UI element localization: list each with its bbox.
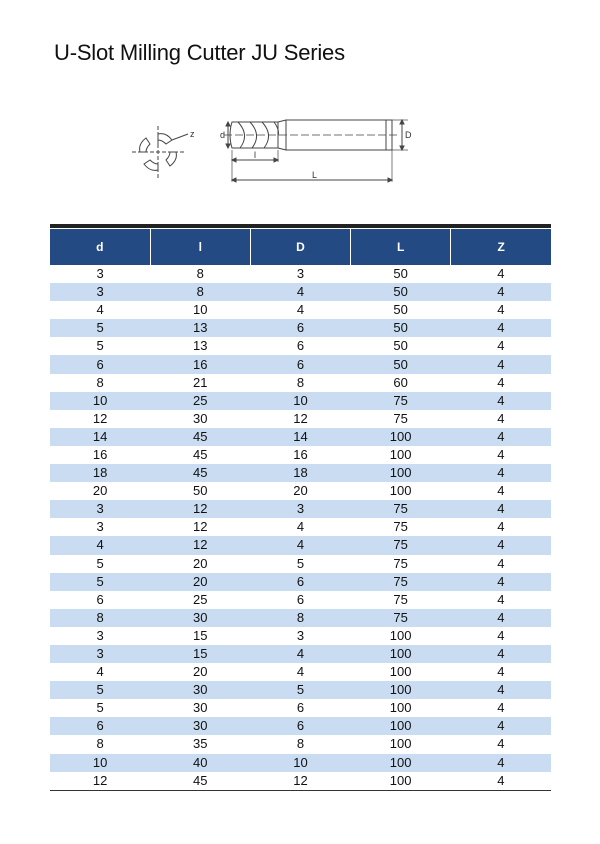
table-cell-d: 5 xyxy=(50,681,150,699)
table-row xyxy=(50,482,551,500)
table-cell-D: 6 xyxy=(250,573,350,591)
table-row xyxy=(50,591,551,609)
table-cell-D: 20 xyxy=(293,483,308,499)
table-cell-D: 6 xyxy=(296,338,305,354)
table-cell-d: 14 xyxy=(50,428,150,446)
table-row xyxy=(50,754,551,772)
table-row xyxy=(50,392,551,410)
table-cell-Z: 4 xyxy=(451,681,551,699)
label-z: z xyxy=(190,129,195,139)
table-cell-d: 5 xyxy=(96,555,104,571)
table-row xyxy=(50,627,551,645)
table-cell-D: 6 xyxy=(296,591,305,607)
table-cell-d: 18 xyxy=(50,464,150,482)
table-cell-d: 8 xyxy=(96,374,104,390)
table-cell-D: 10 xyxy=(250,754,350,772)
table-cell-Z: 4 xyxy=(451,754,551,772)
table-cell-Z: 4 xyxy=(451,319,551,337)
table-row xyxy=(50,663,551,681)
table-row xyxy=(50,428,551,446)
table-cell-d: 10 xyxy=(50,392,150,410)
column-header-d: d xyxy=(50,229,150,265)
column-header-D: D xyxy=(250,229,350,265)
table-cell-l: 10 xyxy=(193,302,208,318)
cutter-dimension-diagram xyxy=(128,100,418,190)
label-l: l xyxy=(254,150,256,160)
table-cell-L: 60 xyxy=(393,374,408,390)
table-cell-Z: 4 xyxy=(497,591,505,607)
table-cell-d: 5 xyxy=(50,573,150,591)
table-cell-l: 21 xyxy=(193,374,208,390)
table-cell-L: 50 xyxy=(393,266,408,282)
table-cell-d: 4 xyxy=(96,664,104,680)
table-cell-L: 100 xyxy=(351,428,451,446)
table-cell-l: 30 xyxy=(150,681,250,699)
table-cell-l: 8 xyxy=(196,266,204,282)
table-cell-l: 12 xyxy=(150,500,250,518)
table-cell-D: 4 xyxy=(250,645,350,663)
table-cell-L: 50 xyxy=(351,319,451,337)
table-header-row xyxy=(50,229,551,265)
cutter-end-view-icon xyxy=(132,126,188,180)
table-cell-l: 16 xyxy=(150,355,250,373)
table-cell-l: 25 xyxy=(150,392,250,410)
table-cell-L: 100 xyxy=(389,700,412,716)
table-cell-D: 6 xyxy=(296,700,305,716)
table-cell-d: 3 xyxy=(50,283,150,301)
table-cell-Z: 4 xyxy=(497,302,505,318)
table-cell-L: 50 xyxy=(393,338,408,354)
table-cell-D: 4 xyxy=(296,664,305,680)
table-cell-l: 35 xyxy=(193,736,208,752)
table-cell-d: 3 xyxy=(96,266,104,282)
table-cell-Z: 4 xyxy=(451,717,551,735)
table-cell-D: 5 xyxy=(296,555,305,571)
table-cell-D: 8 xyxy=(296,736,305,752)
table-cell-d: 5 xyxy=(96,338,104,354)
table-cell-d: 6 xyxy=(50,717,150,735)
table-cell-Z: 4 xyxy=(451,536,551,554)
table-cell-Z: 4 xyxy=(451,355,551,373)
label-D: D xyxy=(405,130,412,140)
table-cell-L: 100 xyxy=(351,645,451,663)
table-cell-Z: 4 xyxy=(497,446,505,462)
table-cell-D: 4 xyxy=(250,283,350,301)
table-cell-L: 75 xyxy=(351,392,451,410)
table-cell-l: 13 xyxy=(150,319,250,337)
table-cell-d: 6 xyxy=(96,591,104,607)
table-row xyxy=(50,699,551,717)
table-cell-l: 8 xyxy=(150,283,250,301)
table-cell-D: 6 xyxy=(250,319,350,337)
table-cell-L: 75 xyxy=(393,519,408,535)
table-cell-d: 20 xyxy=(92,483,108,499)
table-row xyxy=(50,265,551,283)
table-cell-D: 6 xyxy=(250,355,350,373)
table-cell-L: 100 xyxy=(389,627,412,643)
table-cell-d: 5 xyxy=(96,700,104,716)
table-cell-Z: 4 xyxy=(497,483,505,499)
table-cell-l: 25 xyxy=(193,591,208,607)
table-top-rule xyxy=(50,224,551,228)
label-L: L xyxy=(312,170,318,180)
table-cell-l: 20 xyxy=(150,573,250,591)
table-cell-Z: 4 xyxy=(497,664,505,680)
table-row xyxy=(50,518,551,536)
table-cell-Z: 4 xyxy=(497,736,505,752)
table-cell-l: 30 xyxy=(193,700,208,716)
table-cell-l: 12 xyxy=(150,536,250,554)
table-cell-d: 3 xyxy=(96,519,104,535)
table-cell-D: 16 xyxy=(293,446,308,462)
table-cell-d: 6 xyxy=(50,355,150,373)
table-cell-D: 3 xyxy=(296,266,305,282)
table-cell-d: 12 xyxy=(92,410,108,426)
table-cell-d: 4 xyxy=(96,302,104,318)
table-cell-l: 40 xyxy=(150,754,250,772)
table-cell-Z: 4 xyxy=(497,338,505,354)
table-cell-D: 4 xyxy=(296,519,305,535)
label-d: d xyxy=(220,130,226,140)
table-cell-d: 3 xyxy=(96,627,104,643)
table-cell-l: 15 xyxy=(193,627,208,643)
table-cell-L: 50 xyxy=(351,283,451,301)
table-cell-L: 100 xyxy=(351,754,451,772)
table-cell-d: 8 xyxy=(96,736,104,752)
table-cell-D: 6 xyxy=(250,717,350,735)
table-cell-Z: 4 xyxy=(451,464,551,482)
table-cell-l: 45 xyxy=(193,446,208,462)
table-cell-D: 12 xyxy=(293,410,308,426)
table-cell-D: 4 xyxy=(250,536,350,554)
table-row xyxy=(50,609,551,627)
table-cell-L: 75 xyxy=(393,555,408,571)
page-title: U-Slot Milling Cutter JU Series xyxy=(54,40,345,65)
table-cell-Z: 4 xyxy=(497,266,505,282)
table-row xyxy=(50,536,551,554)
table-cell-Z: 4 xyxy=(451,772,551,791)
table-cell-D: 8 xyxy=(296,374,305,390)
table-cell-d: 4 xyxy=(50,536,150,554)
table-row xyxy=(50,717,551,735)
table-cell-L: 100 xyxy=(351,717,451,735)
table-row xyxy=(50,555,551,573)
table-cell-D: 5 xyxy=(250,681,350,699)
column-header-Z: Z xyxy=(451,229,551,265)
table-row xyxy=(50,464,551,482)
table-row xyxy=(50,772,551,791)
table-cell-L: 75 xyxy=(393,410,408,426)
table-cell-d: 10 xyxy=(50,754,150,772)
table-cell-L: 100 xyxy=(389,736,412,752)
table-cell-D: 8 xyxy=(250,609,350,627)
table-cell-Z: 4 xyxy=(451,428,551,446)
table-cell-l: 20 xyxy=(193,555,208,571)
table-row xyxy=(50,681,551,699)
table-cell-l: 15 xyxy=(150,645,250,663)
table-cell-L: 75 xyxy=(351,536,451,554)
table-cell-d: 16 xyxy=(92,446,108,462)
table-cell-D: 18 xyxy=(250,464,350,482)
table-row xyxy=(50,500,551,518)
table-cell-Z: 4 xyxy=(497,519,505,535)
table-cell-L: 50 xyxy=(351,355,451,373)
table-cell-Z: 4 xyxy=(451,392,551,410)
table-cell-l: 20 xyxy=(193,664,208,680)
table-row xyxy=(50,410,551,428)
table-cell-Z: 4 xyxy=(451,283,551,301)
table-row xyxy=(50,735,551,753)
table-cell-l: 45 xyxy=(150,428,250,446)
column-header-L: L xyxy=(351,229,451,265)
table-cell-l: 30 xyxy=(193,410,208,426)
table-cell-Z: 4 xyxy=(451,609,551,627)
table-cell-D: 14 xyxy=(250,428,350,446)
table-cell-Z: 4 xyxy=(497,410,505,426)
table-cell-L: 100 xyxy=(351,464,451,482)
table-cell-L: 75 xyxy=(393,591,408,607)
table-cell-D: 3 xyxy=(296,627,305,643)
table-cell-l: 30 xyxy=(150,609,250,627)
table-cell-l: 30 xyxy=(150,717,250,735)
table-row xyxy=(50,355,551,373)
table-cell-l: 50 xyxy=(193,483,208,499)
table-cell-Z: 4 xyxy=(451,645,551,663)
table-cell-Z: 4 xyxy=(451,573,551,591)
table-cell-L: 50 xyxy=(393,302,408,318)
table-cell-L: 75 xyxy=(351,609,451,627)
table-cell-D: 3 xyxy=(250,500,350,518)
table-cell-L: 75 xyxy=(351,573,451,591)
table-cell-l: 45 xyxy=(150,464,250,482)
table-row xyxy=(50,374,551,392)
table-cell-Z: 4 xyxy=(497,700,505,716)
table-cell-d: 8 xyxy=(50,609,150,627)
table-row xyxy=(50,446,551,464)
table-cell-Z: 4 xyxy=(497,555,505,571)
table-cell-L: 100 xyxy=(351,772,451,791)
table-cell-D: 4 xyxy=(296,302,305,318)
table-cell-d: 3 xyxy=(50,645,150,663)
table-cell-L: 100 xyxy=(389,446,412,462)
table-cell-L: 100 xyxy=(389,664,412,680)
table-cell-D: 10 xyxy=(250,392,350,410)
table-cell-d: 5 xyxy=(50,319,150,337)
table-body xyxy=(50,265,551,790)
table-row xyxy=(50,319,551,337)
table-cell-l: 12 xyxy=(193,519,208,535)
table-row xyxy=(50,337,551,355)
table-cell-d: 12 xyxy=(50,772,150,791)
table-row xyxy=(50,645,551,663)
column-header-l: l xyxy=(150,229,250,265)
table-cell-L: 75 xyxy=(351,500,451,518)
table-cell-l: 45 xyxy=(150,772,250,791)
table-cell-D: 12 xyxy=(250,772,350,791)
spec-table xyxy=(50,229,551,791)
table-cell-L: 100 xyxy=(351,681,451,699)
table-cell-Z: 4 xyxy=(497,374,505,390)
table-cell-d: 3 xyxy=(50,500,150,518)
table-cell-l: 13 xyxy=(193,338,208,354)
table-cell-Z: 4 xyxy=(451,500,551,518)
table-row xyxy=(50,283,551,301)
table-cell-Z: 4 xyxy=(497,627,505,643)
table-row xyxy=(50,301,551,319)
table-row xyxy=(50,573,551,591)
table-cell-L: 100 xyxy=(389,483,412,499)
